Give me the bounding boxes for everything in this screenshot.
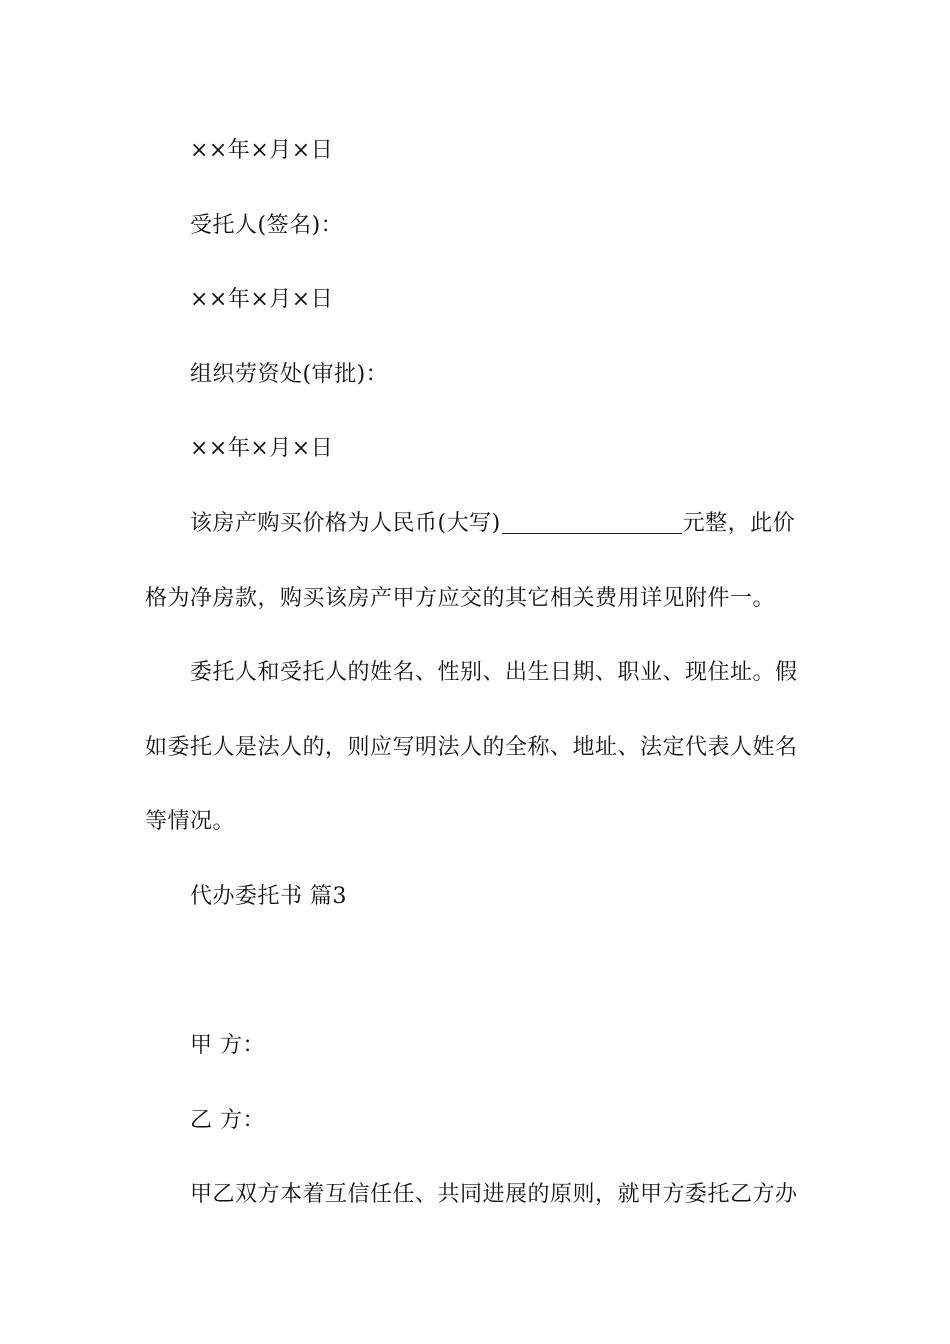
info-paragraph-line-2: 如委托人是法人的，则应写明法人的全称、地址、法定代表人姓名	[145, 735, 798, 760]
price-text-after: 元整，此价	[682, 511, 796, 536]
section-heading: 代办委托书 篇3	[190, 884, 347, 909]
info-paragraph-line-1: 委托人和受托人的姓名、性别、出生日期、职业、现住址。假	[190, 660, 798, 685]
labor-office-approval-line: 组织劳资处(审批)：	[190, 362, 389, 387]
party-b-line: 乙 方：	[190, 1108, 265, 1133]
price-text-before: 该房产购买价格为人民币(大写)	[190, 511, 501, 536]
amount-blank	[502, 511, 682, 534]
party-a-line: 甲 方：	[190, 1033, 265, 1058]
trustee-signature-line: 受托人(签名)：	[190, 213, 344, 238]
price-paragraph-line-1	[190, 509, 795, 539]
date-line-3: ××年×月×日	[190, 436, 334, 461]
agreement-paragraph-line-1: 甲乙双方本着互信任任、共同进展的原则，就甲方委托乙方办	[190, 1182, 798, 1207]
date-line-2: ××年×月×日	[190, 287, 334, 312]
date-line-1: ××年×月×日	[190, 138, 334, 163]
price-paragraph-line-2: 格为净房款，购买该房产甲方应交的其它相关费用详见附件一。	[145, 586, 776, 611]
info-paragraph-line-3: 等情况。	[145, 809, 236, 834]
